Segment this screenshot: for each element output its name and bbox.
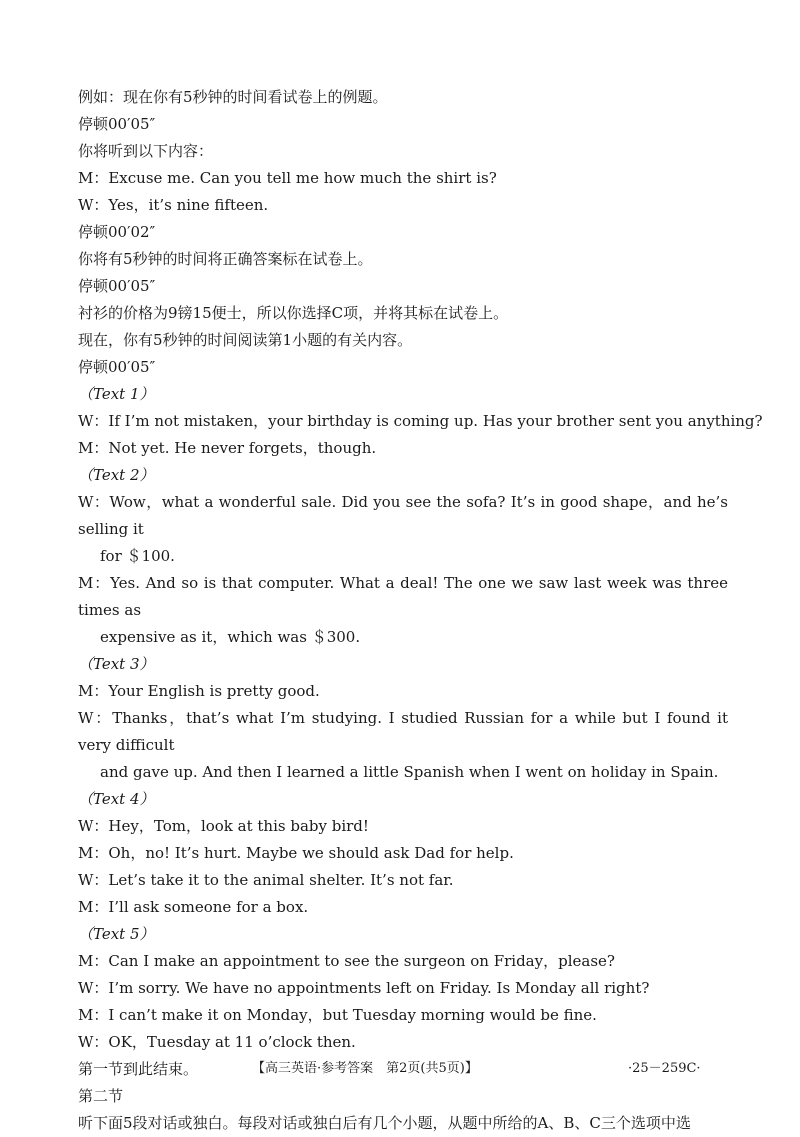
page-footer [0,1057,800,1081]
dialogue-line: M：Oh，no! It’s hurt. Maybe we should ask Dad for help. [78,844,514,862]
example-explanation: 衬衫的价格为9镑15便士，所以你选择C项，并将其标在试卷上。 [78,304,509,322]
text-4-label: （Text 4） [78,790,155,808]
section-instruction: 听下面5段对话或独白。每段对话或独白后有几个小题，从题中所给的A、B、C三个选项中选 [78,1114,691,1132]
dialogue-line: M：I can’t make it on Monday，but Tuesday morning would be fine. [78,1006,597,1024]
dialogue-line: W：Yes，it’s nine fifteen. [78,196,269,214]
section-heading: 第二节 [78,1087,124,1105]
answer-key-page [78,84,763,1137]
pause-marker: 停顿00′05″ [78,358,156,376]
pause-marker: 停顿00′05″ [78,277,156,295]
dialogue-line: W：OK，Tuesday at 11 o’clock then. [78,1033,356,1051]
footer-page-info: 【高三英语·参考答案 第2页(共5页)】 [252,1061,478,1076]
dialogue-line: W：Thanks，that’s what I’m studying. I studied Russian for a while but I found it very difficult and gave up. And then I learned a little Spanish when I went on holiday in Spain. [78,709,728,781]
reading-instruction: 现在，你有5秒钟的时间阅读第1小题的有关内容。 [78,331,413,349]
dialogue-line: M：Can I make an appointment to see the surgeon on Friday，please? [78,952,615,970]
dialogue-line: W：Let’s take it to the animal shelter. It’s not far. [78,871,454,889]
pause-marker: 停顿00′02″ [78,223,156,241]
dialogue-line: W：Wow，what a wonderful sale. Did you see the sofa? It’s in good shape，and he’s selling it for ＄100. [78,493,728,565]
section-end-note: 第一节到此结束。 [78,1060,199,1078]
footer-doc-code: ·25－259C· [628,1061,701,1076]
dialogue-line: M：Your English is pretty good. [78,682,320,700]
example-instruction: 例如：现在你有5秒钟的时间看试卷上的例题。 [78,88,388,106]
dialogue-line: M：Not yet. He never forgets，though. [78,439,377,457]
dialogue-line: W：I’m sorry. We have no appointments left on Friday. Is Monday all right? [78,979,650,997]
dialogue-line: W：If I’m not mistaken，your birthday is coming up. Has your brother sent you anything? [78,412,763,430]
text-1-label: （Text 1） [78,385,155,403]
dialogue-line: M：Excuse me. Can you tell me how much the shirt is? [78,169,497,187]
dialogue-line: M：Yes. And so is that computer. What a deal! The one we saw last week was three times as expensive as it，which was ＄300. [78,574,728,646]
answer-instruction: 你将有5秒钟的时间将正确答案标在试卷上。 [78,250,373,268]
dialogue-line: M：I’ll ask someone for a box. [78,898,309,916]
listen-instruction: 你将听到以下内容： [78,142,214,160]
text-2-label: （Text 2） [78,466,155,484]
text-3-label: （Text 3） [78,655,155,673]
text-5-label: （Text 5） [78,925,155,943]
dialogue-line: W：Hey，Tom，look at this baby bird! [78,817,369,835]
pause-marker: 停顿00′05″ [78,115,156,133]
